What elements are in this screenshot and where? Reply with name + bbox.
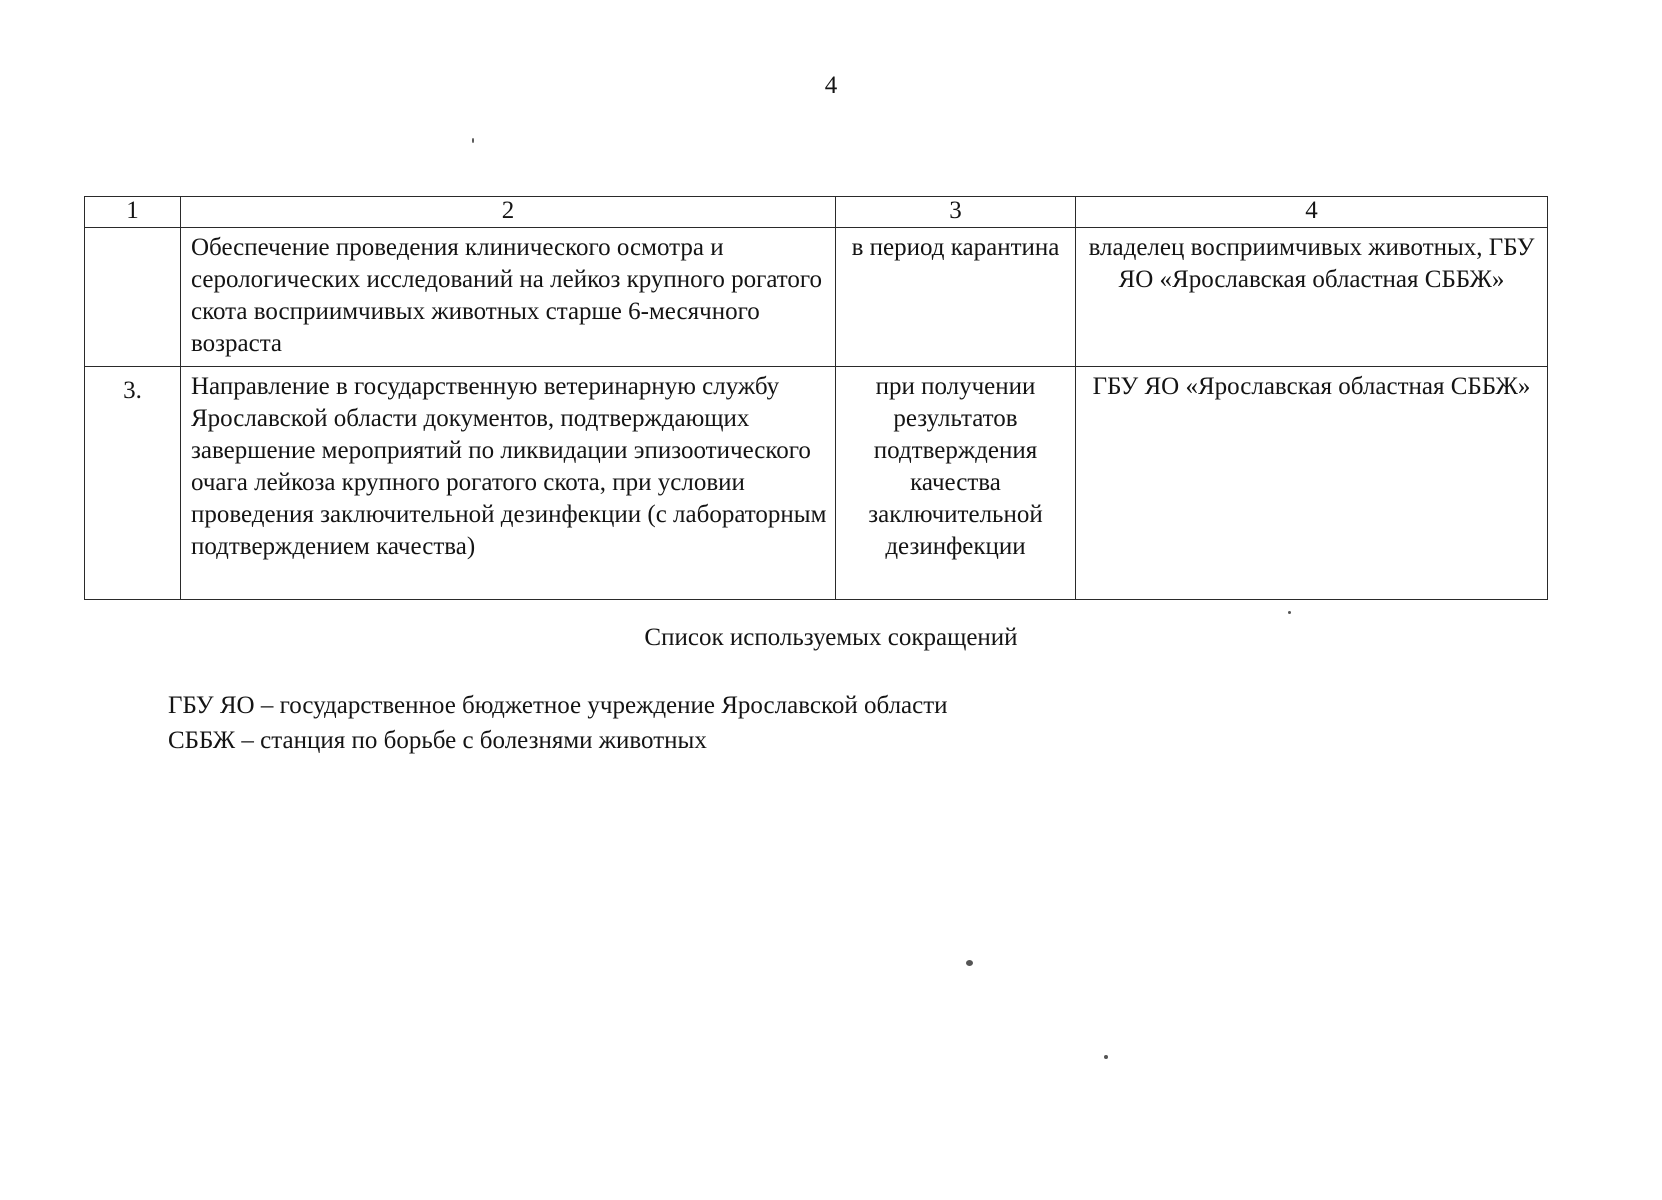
measure-period: в период карантина — [836, 228, 1076, 367]
column-header-1: 1 — [85, 197, 181, 228]
table-header-row — [85, 197, 1548, 228]
measures-table — [84, 196, 1548, 600]
table-row — [85, 228, 1548, 367]
scan-speck — [1288, 611, 1291, 614]
row-number — [85, 228, 181, 367]
column-header-3: 3 — [836, 197, 1076, 228]
measure-responsible: владелец восприимчивых животных, ГБУ ЯО «Ярославская областная СББЖ» — [1076, 228, 1548, 367]
abbreviation-item: ГБУ ЯО – государственное бюджетное учреждение Ярославской области — [168, 692, 948, 719]
column-header-2: 2 — [181, 197, 836, 228]
table-row — [85, 367, 1548, 600]
column-header-4: 4 — [1076, 197, 1548, 228]
abbreviations-list — [168, 688, 948, 758]
scan-speck — [1104, 1055, 1108, 1059]
scan-speck — [472, 138, 474, 143]
row-number: 3. — [85, 367, 181, 600]
measure-responsible: ГБУ ЯО «Ярославская областная СББЖ» — [1076, 367, 1548, 600]
measure-description: Направление в государственную ветеринарную службу Ярославской области документов, подтверждающих завершение мероприятий по ликвидации эпизоотического очага лейкоза крупного рогатого скота, при условии проведения заключительной дезинфекции (с лабораторным подтверждением качества) — [181, 367, 836, 600]
abbreviations-title: Список используемых сокращений — [644, 624, 1018, 651]
measure-description: Обеспечение проведения клинического осмотра и серологических исследований на лейкоз крупного рогатого скота восприимчивых животных старше 6-месячного возраста — [181, 228, 836, 367]
measure-period: при получении результатов подтверждения качества заключительной дезинфекции — [836, 367, 1076, 600]
abbreviation-item: СББЖ – станция по борьбе с болезнями животных — [168, 727, 707, 754]
scan-speck — [966, 960, 973, 966]
page-number: 4 — [824, 72, 838, 99]
